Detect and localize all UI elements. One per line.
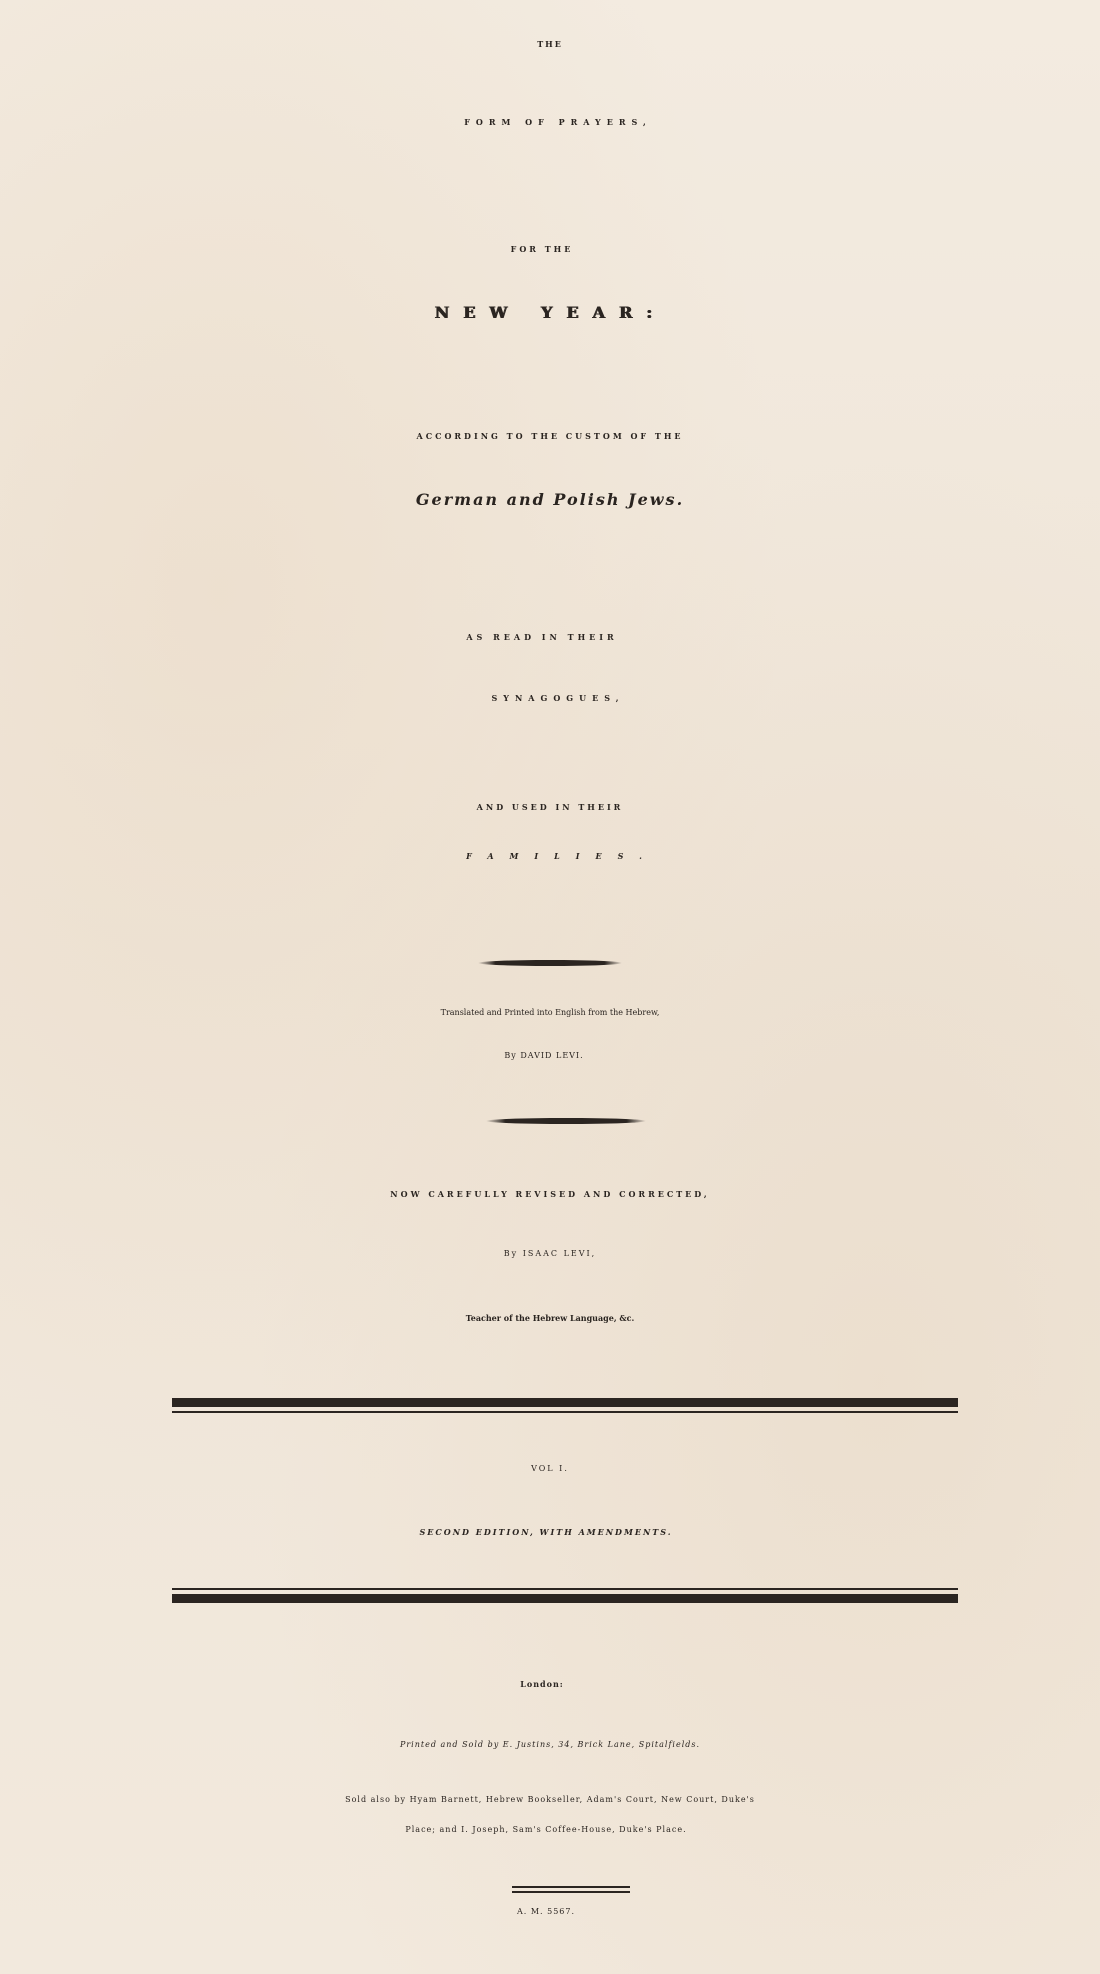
- volume-number: VOL I.: [531, 1464, 569, 1473]
- thick-rule-2: [172, 1588, 958, 1603]
- imprint-year: A. M. 5567.: [516, 1907, 576, 1916]
- heading-families: FAMILIES.: [466, 851, 658, 861]
- heading-for-the: FOR THE: [510, 244, 574, 254]
- thick-rule-1: [172, 1398, 958, 1413]
- imprint-place: Place; and I. Joseph, Sam's Coffee-House, Duke's Place.: [405, 1825, 687, 1834]
- edition-line: SECOND EDITION, WITH AMENDMENTS.: [419, 1527, 673, 1537]
- heading-synagogues: SYNAGOGUES,: [491, 693, 625, 703]
- ornament-rule-2: [486, 1118, 646, 1124]
- ornament-rule-1: [478, 960, 622, 966]
- heading-form-of-prayers: FORM OF PRAYERS,: [464, 117, 652, 127]
- reviser-by: By: [503, 1249, 519, 1258]
- reviser-name: ISAAC LEVI,: [522, 1249, 597, 1258]
- imprint-city: London:: [520, 1679, 564, 1689]
- heading-according: ACCORDING TO THE CUSTOM OF THE: [416, 431, 684, 441]
- double-rule: [512, 1886, 630, 1893]
- heading-new-year: NEW YEAR:: [434, 303, 666, 322]
- revision-line: NOW CAREFULLY REVISED AND CORRECTED,: [390, 1189, 710, 1199]
- reviser-line: [0, 1250, 1100, 1258]
- heading-the: THE: [537, 39, 563, 49]
- heading-german-polish-jews: German and Polish Jews.: [415, 490, 685, 509]
- translation-line: Translated and Printed into English from the Hebrew,: [440, 1008, 660, 1017]
- reviser-role: Teacher of the Hebrew Language, &c.: [465, 1313, 635, 1323]
- imprint-sold-also: Sold also by Hyam Barnett, Hebrew Bookseller, Adam's Court, New Court, Duke's: [345, 1795, 755, 1804]
- imprint-printed: Printed and Sold by E. Justins, 34, Brick Lane, Spitalfields.: [399, 1740, 701, 1749]
- translator-line: [0, 1052, 1094, 1060]
- translator-by: By: [504, 1051, 517, 1060]
- heading-and-used: AND USED IN THEIR: [476, 802, 624, 812]
- heading-as-read: AS READ IN THEIR: [466, 632, 618, 642]
- translator-name: DAVID LEVI.: [520, 1051, 584, 1060]
